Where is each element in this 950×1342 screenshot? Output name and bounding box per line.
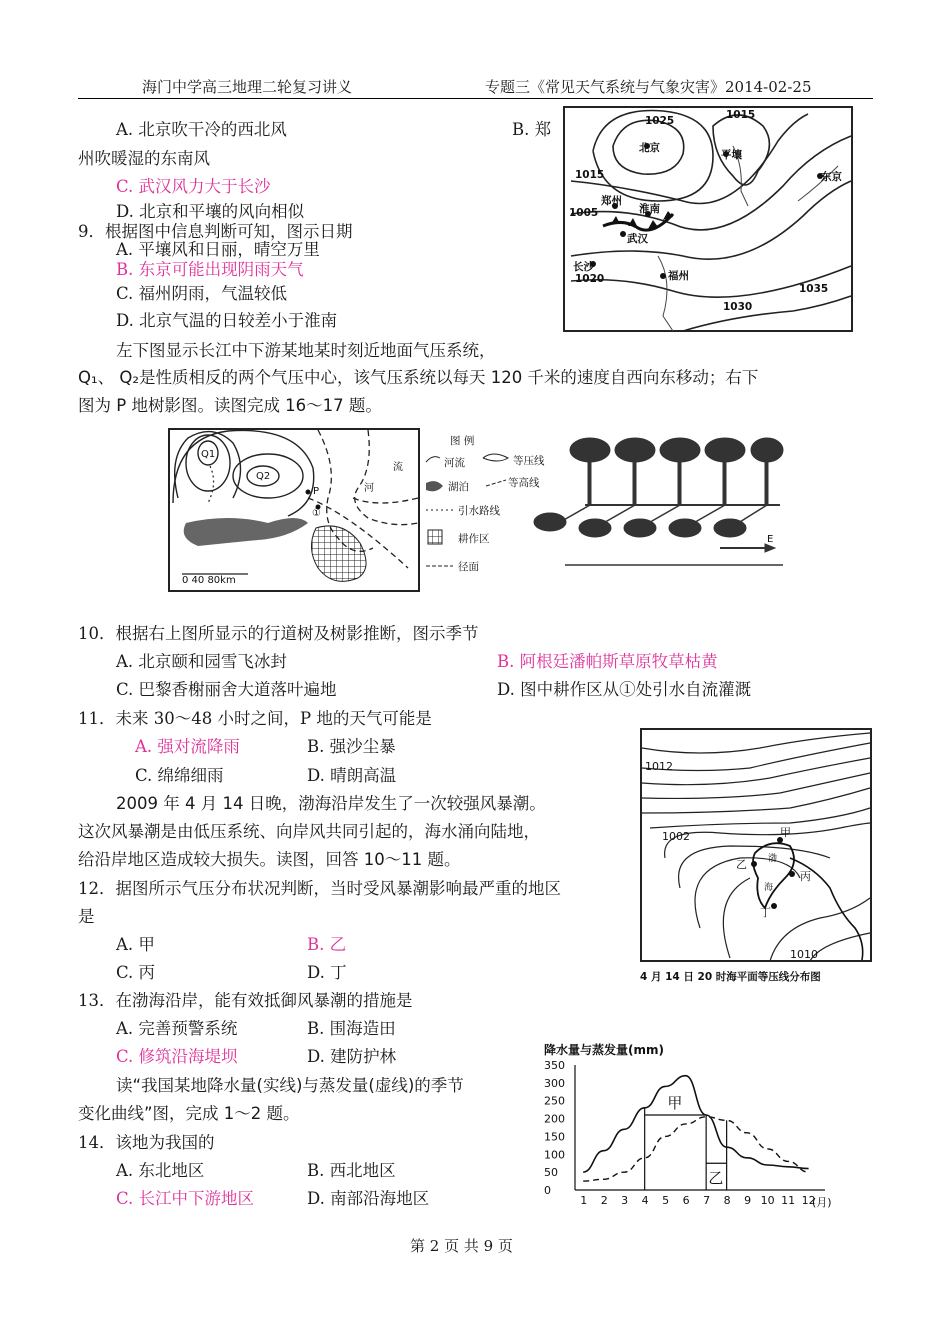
q11-stem: 11．未来 30～48 小时之间，P 地的天气可能是 [78, 709, 432, 728]
q10-stem: 10．根据右上图所显示的行道树及树影推断，图示季节 [78, 624, 479, 643]
q8-option-b-cont: 州吹暖湿的东南风 [78, 149, 210, 168]
map2-label: ① [312, 508, 321, 519]
map1-label: 1005 [569, 207, 599, 219]
map3-label: 1012 [645, 760, 673, 773]
map1-label: 1035 [799, 283, 829, 295]
q11-option-b: B. 强沙尘暴 [307, 737, 396, 756]
x-tick-label: 3 [621, 1194, 629, 1207]
intro-12-line1: 2009 年 4 月 14 日晚，渤海沿岸发生了一次较强风暴潮。 [116, 794, 546, 813]
series-precipitation [583, 1076, 808, 1172]
chart-title: 降水量与蒸发量(mm) [544, 1043, 664, 1057]
q14-stem: 14．该地为我国的 [78, 1133, 215, 1152]
map2-label: P [313, 486, 320, 497]
q9-option-a: A. 平壤风和日丽，晴空万里 [116, 240, 320, 259]
annotation-jia: 甲 [667, 1093, 683, 1112]
q14-option-c: C. 长江中下游地区 [116, 1189, 255, 1208]
intro-16-line3: 图为 P 地树影图。读图完成 16～17 题。 [78, 396, 382, 415]
q11-option-d: D. 晴朗高温 [307, 766, 397, 785]
q12-option-b: B. 乙 [307, 935, 347, 954]
x-tick-label: 5 [662, 1194, 670, 1207]
map1-label: 武汉 [627, 233, 648, 245]
map2-label: Q1 [201, 449, 216, 460]
legend-water-route: 引水路线 [458, 505, 500, 517]
x-tick-label: 9 [744, 1194, 752, 1207]
map2-label: 流 [393, 462, 403, 473]
q8-option-b: B. 郑 [512, 120, 552, 139]
east-label: E [767, 534, 774, 545]
legend-lake: 湖泊 [448, 481, 469, 493]
q14-option-b: B. 西北地区 [307, 1161, 396, 1180]
precip-evap-chart [540, 1040, 840, 1215]
y-tick-label: 0 [544, 1184, 551, 1197]
q8-option-d: D. 北京和平壤的风向相似 [116, 202, 305, 221]
q8-option-c: C. 武汉风力大于长沙 [116, 177, 271, 196]
x-tick-label: 11 [781, 1194, 796, 1207]
legend-isobar: 等压线 [513, 455, 545, 467]
map1-label: 1025 [645, 115, 675, 127]
intro-12-line3: 给沿岸地区造成较大损失。读图，回答 10～11 题。 [78, 850, 461, 869]
q13-option-c: C. 修筑沿海堤坝 [116, 1047, 238, 1066]
header-right: 专题三《常见天气系统与气象灾害》2014-02-25 [485, 78, 812, 96]
legend-path: 径面 [458, 561, 479, 573]
q8-option-a: A. 北京吹干冷的西北风 [116, 120, 287, 139]
header-rule [78, 98, 873, 99]
map3-label: 乙 [736, 858, 747, 871]
map3-label: 海 [764, 883, 774, 893]
map3-label: 丁 [760, 906, 771, 919]
map3-label: 甲 [780, 826, 791, 839]
map3-label: 1002 [662, 830, 690, 843]
q12-option-c: C. 丙 [116, 963, 156, 982]
pressure-system-map [168, 428, 545, 593]
intro-12-line2: 这次风暴潮是由低压系统、向岸风共同引起的，海水涌向陆地， [78, 822, 540, 841]
map3-label: 渤 [768, 854, 778, 864]
intro-16-line2: Q₁、 Q₂是性质相反的两个气压中心，该气压系统以每天 120 千米的速度自西向东移动；右下 [78, 368, 759, 387]
x-tick-label: 6 [682, 1194, 690, 1207]
q11-option-c: C. 绵绵细雨 [135, 766, 224, 785]
header-left: 海门中学高三地理二轮复习讲义 [142, 78, 353, 96]
isobar-map-east-asia [563, 106, 853, 332]
map2-scale: 0 40 80km [182, 575, 236, 586]
map2-label: 河 [364, 483, 374, 494]
intro-14-line2: 变化曲线”图，完成 1～2 题。 [78, 1104, 300, 1123]
x-tick-label: 12 [801, 1194, 816, 1207]
q10-option-a: A. 北京颐和园雪飞冰封 [116, 652, 287, 671]
map1-label: 平壤 [721, 149, 742, 161]
q9-option-b: B. 东京可能出现阴雨天气 [116, 260, 304, 279]
map1-label: 郑州 [601, 195, 622, 207]
q12-stem-cont: 是 [78, 907, 95, 926]
q12-option-d: D. 丁 [307, 963, 347, 982]
y-tick-label: 50 [544, 1166, 558, 1180]
y-tick-label: 350 [544, 1059, 565, 1072]
map1-label: 福州 [668, 270, 689, 282]
map3-label-1010: 1010 [790, 948, 818, 961]
y-tick-label: 150 [544, 1130, 565, 1144]
map3-label: 丙 [800, 870, 811, 883]
bohai-isobar-map [640, 728, 872, 986]
annotation-yi: 乙 [708, 1168, 724, 1187]
q13-stem: 13．在渤海沿岸，能有效抵御风暴潮的措施是 [78, 991, 413, 1010]
legend-title: 图 例 [450, 435, 475, 447]
q13-option-b: B. 围海造田 [307, 1019, 396, 1038]
map1-label: 1020 [575, 273, 605, 285]
map1-label: 1015 [726, 109, 756, 121]
q14-option-a: A. 东北地区 [116, 1161, 205, 1180]
map1-label: 北京 [639, 142, 660, 154]
map1-label: 长沙 [573, 261, 594, 273]
y-tick-label: 250 [544, 1094, 565, 1108]
q10-option-c: C. 巴黎香榭丽舍大道落叶遍地 [116, 680, 337, 699]
x-axis-label: (月) [812, 1196, 832, 1209]
map1-label: 1030 [723, 301, 753, 313]
x-tick-label: 8 [723, 1194, 731, 1207]
series-evaporation [583, 1117, 808, 1181]
q12-option-a: A. 甲 [116, 935, 155, 954]
x-tick-label: 1 [580, 1194, 588, 1207]
q10-option-d: D. 图中耕作区从①处引水自流灌溉 [497, 680, 752, 699]
intro-14-line1: 读“我国某地降水量(实线)与蒸发量(虚线)的季节 [116, 1076, 464, 1095]
q9-option-c: C. 福州阴雨，气温较低 [116, 284, 288, 303]
y-tick-label: 200 [544, 1112, 565, 1126]
x-tick-label: 2 [600, 1194, 608, 1207]
map1-label: 淮南 [639, 203, 660, 215]
q13-option-d: D. 建防护林 [307, 1047, 397, 1066]
map2-label: Q2 [256, 471, 271, 482]
map1-label: 东京 [821, 171, 842, 183]
page-footer: 第 2 页 共 9 页 [410, 1237, 513, 1255]
x-tick-label: 10 [760, 1194, 775, 1207]
q14-option-d: D. 南部沿海地区 [307, 1189, 430, 1208]
legend-contour: 等高线 [508, 477, 540, 489]
q10-option-b: B. 阿根廷潘帕斯草原牧草枯黄 [497, 652, 718, 671]
legend-farmland: 耕作区 [458, 533, 490, 545]
y-tick-label: 300 [544, 1076, 565, 1090]
q12-stem: 12．据图所示气压分布状况判断，当时受风暴潮影响最严重的地区 [78, 879, 561, 898]
q9-stem: 9．根据图中信息判断可知，图示日期 [78, 222, 353, 241]
y-tick-label: 100 [544, 1148, 565, 1162]
q13-option-a: A. 完善预警系统 [116, 1019, 238, 1038]
map3-caption: 4 月 14 日 20 时海平面等压线分布图 [640, 971, 821, 983]
map1-label: 1015 [575, 169, 605, 181]
x-tick-label: 4 [641, 1194, 649, 1207]
x-tick-label: 7 [703, 1194, 711, 1207]
q11-option-a: A. 强对流降雨 [135, 737, 240, 756]
q9-option-d: D. 北京气温的日较差小于淮南 [116, 311, 338, 330]
tree-shadow-image [535, 430, 785, 570]
intro-16-line1: 左下图显示长江中下游某地某时刻近地面气压系统， [116, 341, 496, 360]
legend-river: 河流 [444, 457, 465, 469]
